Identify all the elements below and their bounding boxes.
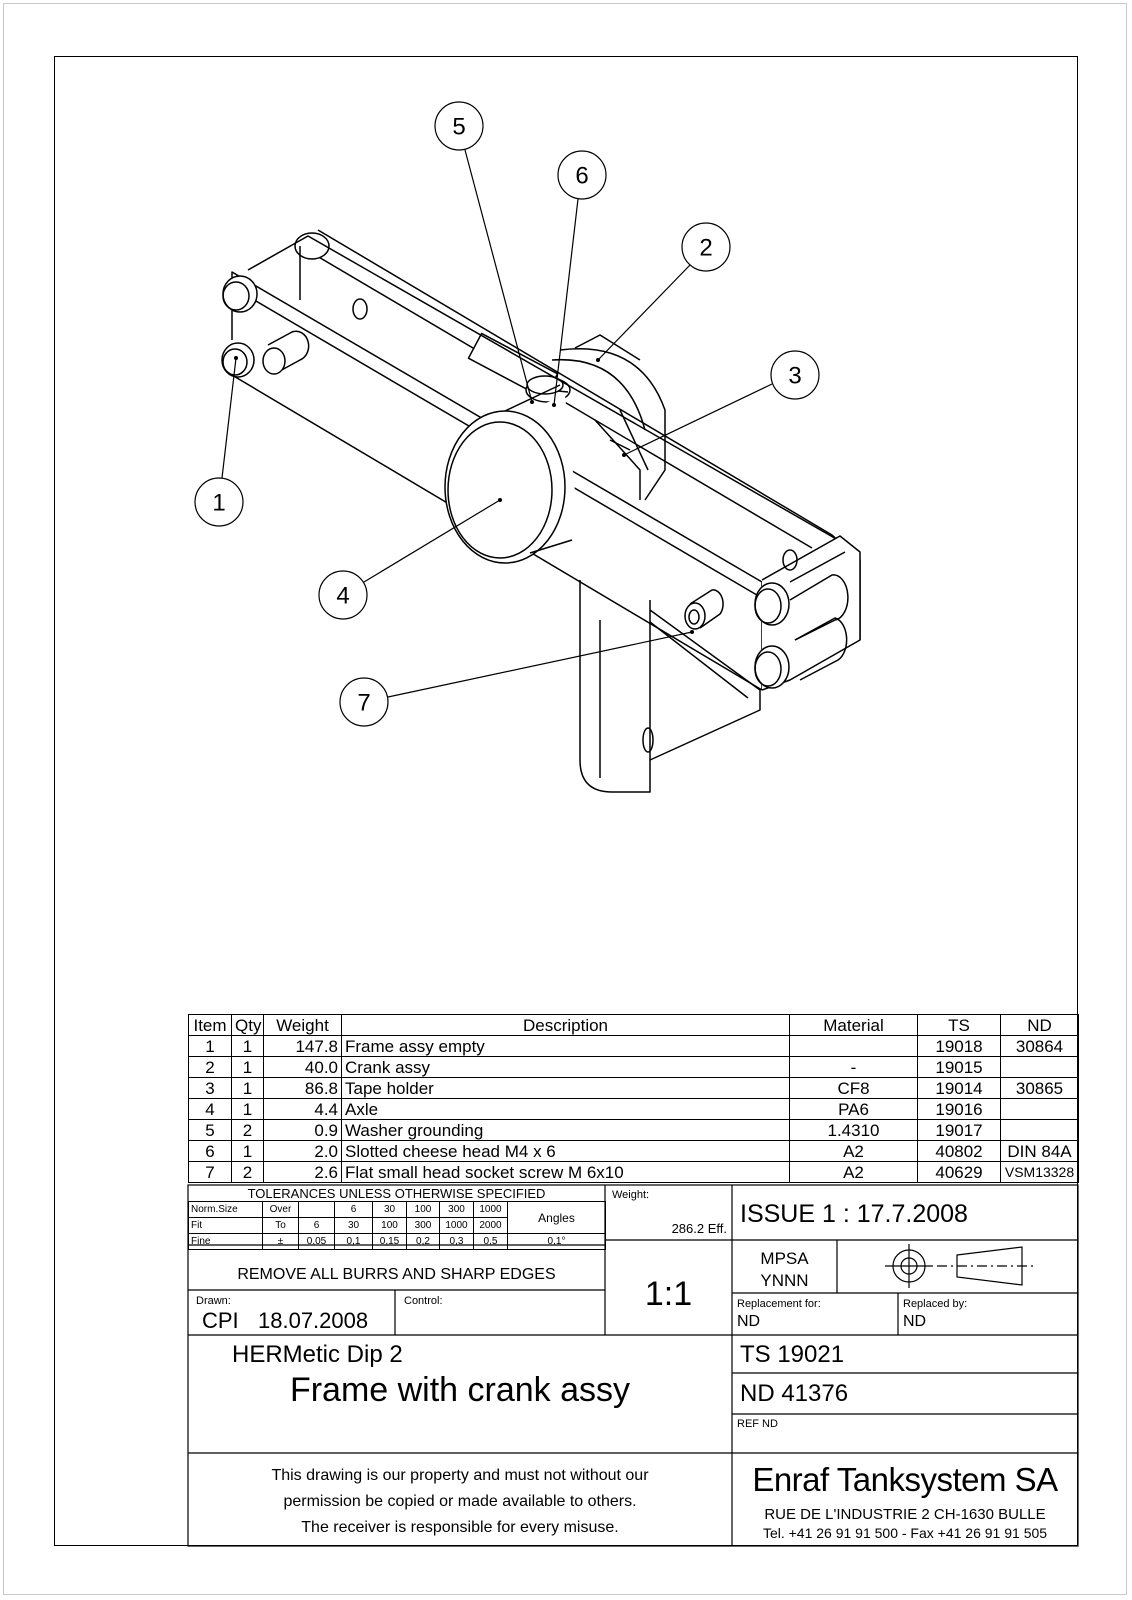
tol-cell: 300 bbox=[440, 1202, 474, 1218]
company-contact: Tel. +41 26 91 91 500 - Fax +41 26 91 91 505 bbox=[762, 1525, 1048, 1541]
bom-cell: 7 bbox=[189, 1162, 232, 1183]
tol-cell: 2000 bbox=[474, 1218, 508, 1234]
bom-header: Description bbox=[342, 1015, 790, 1036]
weight-value: 286.2 Eff. bbox=[671, 1221, 727, 1236]
bom-cell: 4 bbox=[189, 1099, 232, 1120]
bom-cell: Frame assy empty bbox=[342, 1036, 790, 1057]
bom-header: Material bbox=[790, 1015, 918, 1036]
tol-cell: Fine bbox=[189, 1234, 263, 1250]
balloon-label-4: 4 bbox=[336, 582, 350, 610]
bom-cell: 19015 bbox=[918, 1057, 1001, 1078]
bom-header: Qty bbox=[232, 1015, 264, 1036]
bom-cell: 1 bbox=[232, 1036, 264, 1057]
bom-cell: A2 bbox=[790, 1141, 918, 1162]
bom-header: Item bbox=[189, 1015, 232, 1036]
disclaimer-line-2: permission be copied or made available to others. bbox=[283, 1493, 637, 1510]
bom-cell: 19016 bbox=[918, 1099, 1001, 1120]
tolerances-title: TOLERANCES UNLESS OTHERWISE SPECIFIED bbox=[247, 1186, 546, 1201]
company-address: RUE DE L'INDUSTRIE 2 CH-1630 BULLE bbox=[764, 1506, 1046, 1523]
bom-cell: A2 bbox=[790, 1162, 918, 1183]
bom-cell: 2.6 bbox=[264, 1162, 342, 1183]
bom-cell: 40629 bbox=[918, 1162, 1001, 1183]
tol-cell: Fit bbox=[189, 1218, 263, 1234]
bom-cell: 1 bbox=[189, 1036, 232, 1057]
tol-cell bbox=[299, 1202, 335, 1218]
bom-cell: - bbox=[790, 1057, 918, 1078]
bom-cell: 1 bbox=[232, 1099, 264, 1120]
bom-cell: Crank assy bbox=[342, 1057, 790, 1078]
tol-cell: 0,1° bbox=[508, 1234, 606, 1250]
bom-cell: 19018 bbox=[918, 1036, 1001, 1057]
bom-cell: 3 bbox=[189, 1078, 232, 1099]
tol-cell: 6 bbox=[335, 1202, 373, 1218]
ts-number: TS 19021 bbox=[740, 1341, 845, 1368]
tol-cell: To bbox=[263, 1218, 299, 1234]
tol-cell: 30 bbox=[373, 1202, 407, 1218]
bom-cell: 2 bbox=[232, 1120, 264, 1141]
bom-cell: 30864 bbox=[1001, 1036, 1079, 1057]
tol-cell: 300 bbox=[407, 1218, 440, 1234]
bom-cell: Washer grounding bbox=[342, 1120, 790, 1141]
bom-cell: 6 bbox=[189, 1141, 232, 1162]
tol-cell: 1000 bbox=[474, 1202, 508, 1218]
bom-cell: 0.9 bbox=[264, 1120, 342, 1141]
tol-cell: 0,2 bbox=[407, 1234, 440, 1250]
disclaimer-line-3: The receiver is responsible for every misuse. bbox=[301, 1519, 619, 1536]
bom-cell: 1 bbox=[232, 1141, 264, 1162]
tol-cell: 100 bbox=[373, 1218, 407, 1234]
replaced-by-value: ND bbox=[903, 1313, 927, 1330]
bom-cell: 86.8 bbox=[264, 1078, 342, 1099]
weight-label: Weight: bbox=[612, 1189, 650, 1201]
tol-cell: 0,1 bbox=[335, 1234, 373, 1250]
tol-cell: 1000 bbox=[440, 1218, 474, 1234]
bom-header: Weight bbox=[264, 1015, 342, 1036]
nd-number: ND 41376 bbox=[740, 1380, 849, 1407]
bom-cell: 19014 bbox=[918, 1078, 1001, 1099]
replaced-by-label: Replaced by: bbox=[903, 1298, 968, 1310]
balloon-label-3: 3 bbox=[788, 362, 802, 390]
tol-cell: 100 bbox=[407, 1202, 440, 1218]
drawn-by: CPI bbox=[202, 1308, 239, 1333]
mpsa-line1: MPSA bbox=[760, 1249, 809, 1268]
balloon-label-1: 1 bbox=[212, 489, 226, 517]
tol-cell: 0,05 bbox=[299, 1234, 335, 1250]
bom-cell: Flat small head socket screw M 6x10 bbox=[342, 1162, 790, 1183]
bom-cell: CF8 bbox=[790, 1078, 918, 1099]
tol-cell: Norm.Size bbox=[189, 1202, 263, 1218]
drawn-label: Drawn: bbox=[196, 1295, 231, 1307]
bom-cell: 40.0 bbox=[264, 1057, 342, 1078]
drawing-title: Frame with crank assy bbox=[289, 1371, 631, 1409]
bom-cell: Axle bbox=[342, 1099, 790, 1120]
balloon-label-5: 5 bbox=[452, 113, 466, 141]
tol-cell: 6 bbox=[299, 1218, 335, 1234]
tol-angles: Angles bbox=[508, 1202, 606, 1234]
bom-cell: 147.8 bbox=[264, 1036, 342, 1057]
tol-cell: ± bbox=[263, 1234, 299, 1250]
bom-header: ND bbox=[1001, 1015, 1079, 1036]
issue: ISSUE 1 : 17.7.2008 bbox=[740, 1200, 968, 1228]
bom-cell: Slotted cheese head M4 x 6 bbox=[342, 1141, 790, 1162]
drawn-date: 18.07.2008 bbox=[258, 1308, 369, 1333]
remove-burrs-note: REMOVE ALL BURRS AND SHARP EDGES bbox=[237, 1266, 556, 1283]
replacement-for-label: Replacement for: bbox=[737, 1298, 821, 1310]
bom-cell: 1 bbox=[232, 1057, 264, 1078]
tol-cell: 30 bbox=[335, 1218, 373, 1234]
bom-cell: PA6 bbox=[790, 1099, 918, 1120]
balloon-label-2: 2 bbox=[699, 234, 713, 262]
bom-cell: Tape holder bbox=[342, 1078, 790, 1099]
scale: 1:1 bbox=[644, 1275, 693, 1313]
bom-cell: 2.0 bbox=[264, 1141, 342, 1162]
bom-cell: 1 bbox=[232, 1078, 264, 1099]
balloon-label-6: 6 bbox=[575, 162, 589, 190]
control-label: Control: bbox=[404, 1295, 443, 1307]
product-name: HERMetic Dip 2 bbox=[232, 1341, 403, 1368]
bom-cell: 19017 bbox=[918, 1120, 1001, 1141]
projection-symbol-icon bbox=[885, 1244, 1035, 1288]
bom-header: TS bbox=[918, 1015, 1001, 1036]
mpsa-line2: YNNN bbox=[760, 1271, 809, 1290]
disclaimer-line-1: This drawing is our property and must not without our bbox=[271, 1467, 649, 1484]
bom-cell: 5 bbox=[189, 1120, 232, 1141]
bom-cell: 4.4 bbox=[264, 1099, 342, 1120]
tolerance-table bbox=[188, 1201, 606, 1250]
bom-cell: 2 bbox=[232, 1162, 264, 1183]
tol-cell: 0,3 bbox=[440, 1234, 474, 1250]
bom-cell: 1.4310 bbox=[790, 1120, 918, 1141]
balloon-label-7: 7 bbox=[357, 689, 371, 717]
bom-cell: 2 bbox=[189, 1057, 232, 1078]
bom-cell: VSM13328 bbox=[1001, 1162, 1079, 1183]
tol-cell: Over bbox=[263, 1202, 299, 1218]
bom-cell: DIN 84A bbox=[1001, 1141, 1079, 1162]
replacement-for-value: ND bbox=[737, 1313, 761, 1330]
bom-cell: 30865 bbox=[1001, 1078, 1079, 1099]
tol-cell: 0,5 bbox=[474, 1234, 508, 1250]
bom-cell: 40802 bbox=[918, 1141, 1001, 1162]
tol-cell: 0,15 bbox=[373, 1234, 407, 1250]
company-name: Enraf Tanksystem SA bbox=[752, 1461, 1058, 1498]
ref-nd-label: REF ND bbox=[737, 1418, 778, 1430]
